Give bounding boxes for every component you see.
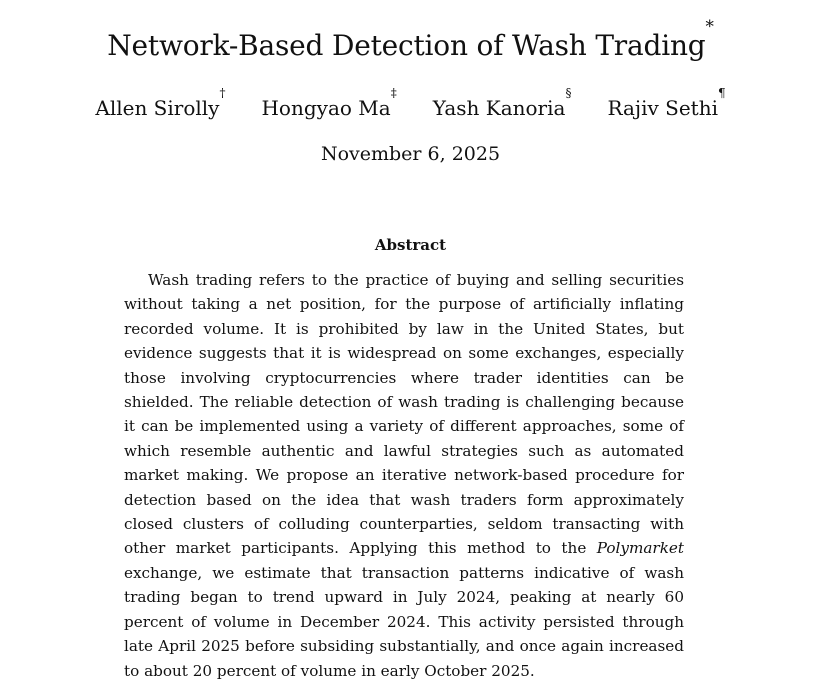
author-name: Rajiv Sethi: [607, 96, 718, 120]
paper-date: November 6, 2025: [320, 143, 501, 165]
author-footnote-mark: ‡: [390, 86, 397, 100]
author-footnote-mark: ¶: [717, 86, 726, 100]
title-footnote-mark: *: [705, 16, 714, 36]
author-list: [0, 86, 821, 122]
paper-title-text: Network-Based Detection of Wash Trading: [107, 29, 706, 62]
abstract-text-part1: Wash trading refers to the practice of buying and selling securities without taking a net position, for the purpose of artificially inflating recorded volume. It is prohibited by law in the United States, but evidence suggests that it is widespread on some exchanges, especially those involving cryptocurrencies where trader identities can be shielded. The reliable detection of wash trading is challenging because it can be implemented using a variety of different approaches, some of which resemble authentic and lawful strategies such as automated market making. We propose an iterative network-based procedure for detection based on the idea that wash traders form approximately closed clusters of colluding counterparties, seldom transacting with other market participants. Applying this method to the: [124, 271, 684, 558]
author-footnote-mark: §: [565, 86, 572, 100]
author-footnote-mark: †: [219, 86, 226, 100]
abstract-body: [124, 268, 684, 683]
author-name: Hongyao Ma: [261, 96, 391, 120]
author-name: Yash Kanoria: [432, 96, 566, 120]
abstract-heading: Abstract: [374, 236, 447, 254]
author-3: [432, 86, 572, 122]
author-name: Allen Sirolly: [95, 96, 220, 120]
abstract-exchange-name: Polymarket: [596, 539, 684, 558]
author-2: [261, 86, 397, 122]
abstract-text-part2: exchange, we estimate that transaction patterns indicative of wash trading began to trend upward in July 2024, peaking at nearly 60 percent of volume in December 2024. This activity persisted through late April 2025 before subsiding substantially, and once again increased to about 20 percent of volume in early October 2025.: [124, 563, 684, 680]
paper-title: [0, 16, 821, 64]
author-4: [607, 86, 726, 122]
author-1: [95, 86, 226, 122]
